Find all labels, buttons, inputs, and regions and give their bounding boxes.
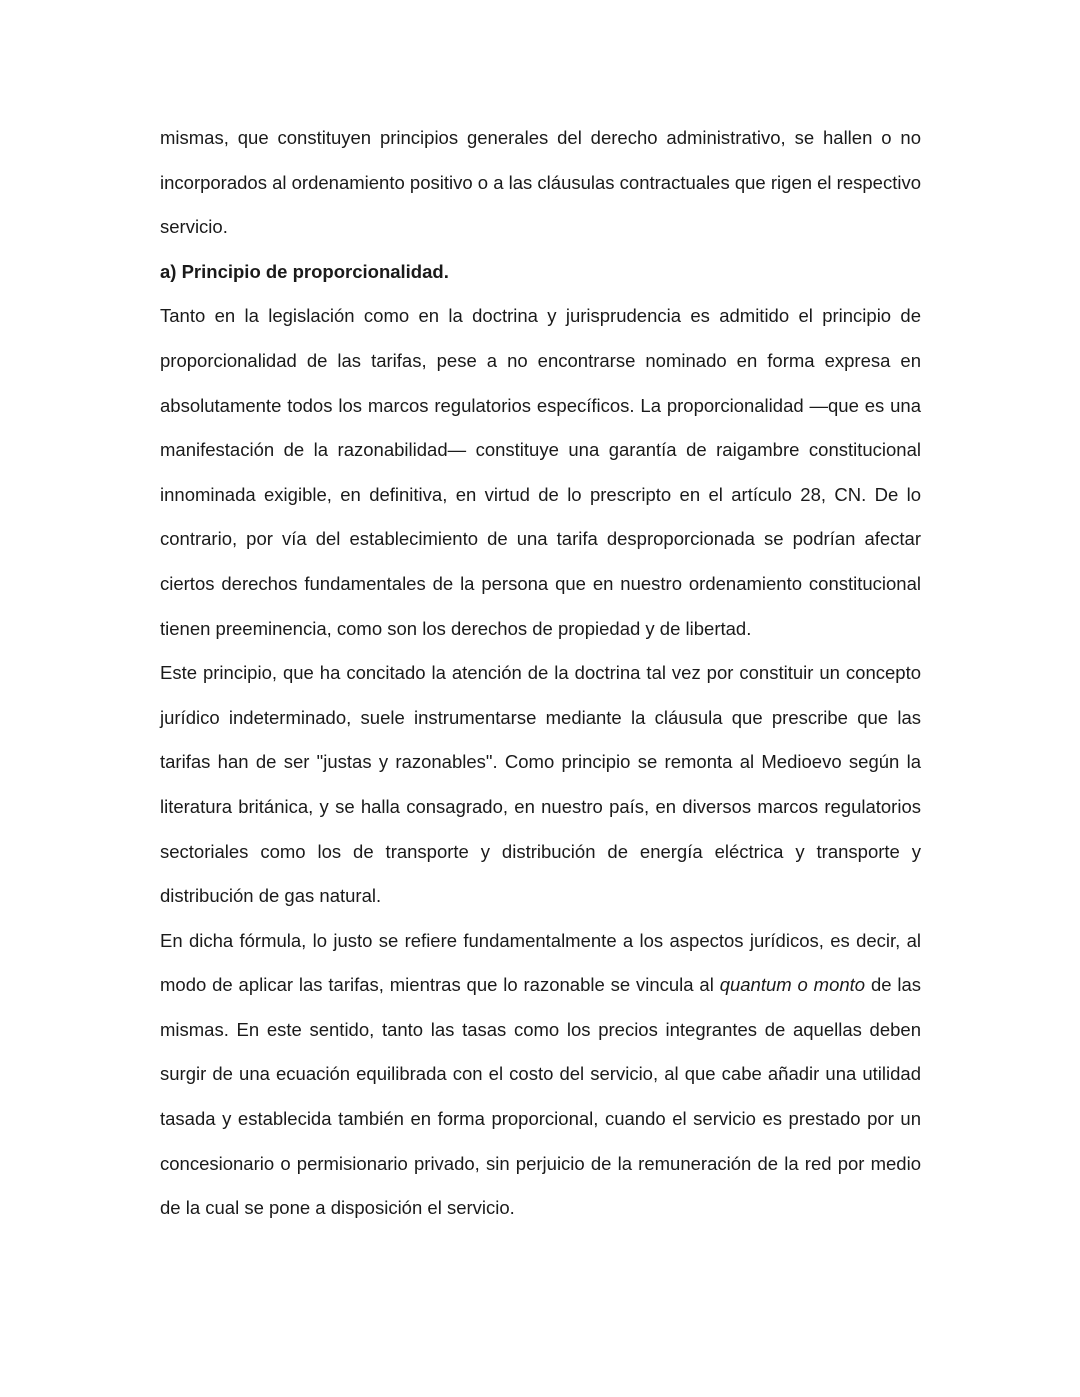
document-page (160, 116, 921, 1231)
paragraph-just-reasonable (160, 919, 921, 1231)
italic-term-quantum: quantum o monto (719, 974, 866, 996)
paragraph-proportionality: Tanto en la legislación como en la doctrina y jurisprudencia es admitido el principio de proporcionalidad de las tarifas, pese a no encontrarse nominado en forma expresa en absolutamente todos los marcos regulatorios específicos. La proporcionalidad —que es una manifestación de la razonabilidad— constituye una garantía de raigambre constitucional innominada exigible, en definitiva, en virtud de lo prescripto en el artículo 28, CN. De lo contrario, por vía del establecimiento de una tarifa desproporcionada se podrían afectar ciertos derechos fundamentales de la persona que en nuestro ordenamiento constitucional tienen preeminencia, como son los derechos de propiedad y de libertad. (160, 305, 921, 639)
paragraph-text-part-1: En dicha fórmula, lo justo se refiere fundamentalmente a los aspectos jurídicos, es decir, al modo de aplicar las tarifas, mientras que lo razonable se vincula al (160, 929, 921, 996)
intro-paragraph: mismas, que constituyen principios generales del derecho administrativo, se hallen o no incorporados al ordenamiento positivo o a las cláusulas contractuales que rigen el respectivo servicio. (160, 127, 921, 238)
paragraph-text-part-2: de las mismas. En este sentido, tanto las tasas como los precios integrantes de aquellas deben surgir de una ecuación equilibrada con el costo del servicio, al que cabe añadir una utilidad tasada y establecida también en forma proporcional, cuando el servicio es prestado por un concesionario o permisionario privado, sin perjuicio de la remuneración de la red por medio de la cual se pone a disposición el servicio. (160, 974, 922, 1219)
paragraph-principle-origin: Este principio, que ha concitado la atención de la doctrina tal vez por constituir un concepto jurídico indeterminado, suele instrumentarse mediante la cláusula que prescribe que las tarifas han de ser "justas y razonables". Como principio se remonta al Medioevo según la literatura británica, y se halla consagrado, en nuestro país, en diversos marcos regulatorios sectoriales como los de transporte y distribución de energía eléctrica y transporte y distribución de gas natural. (160, 662, 921, 907)
section-heading: a) Principio de proporcionalidad. (160, 260, 449, 282)
